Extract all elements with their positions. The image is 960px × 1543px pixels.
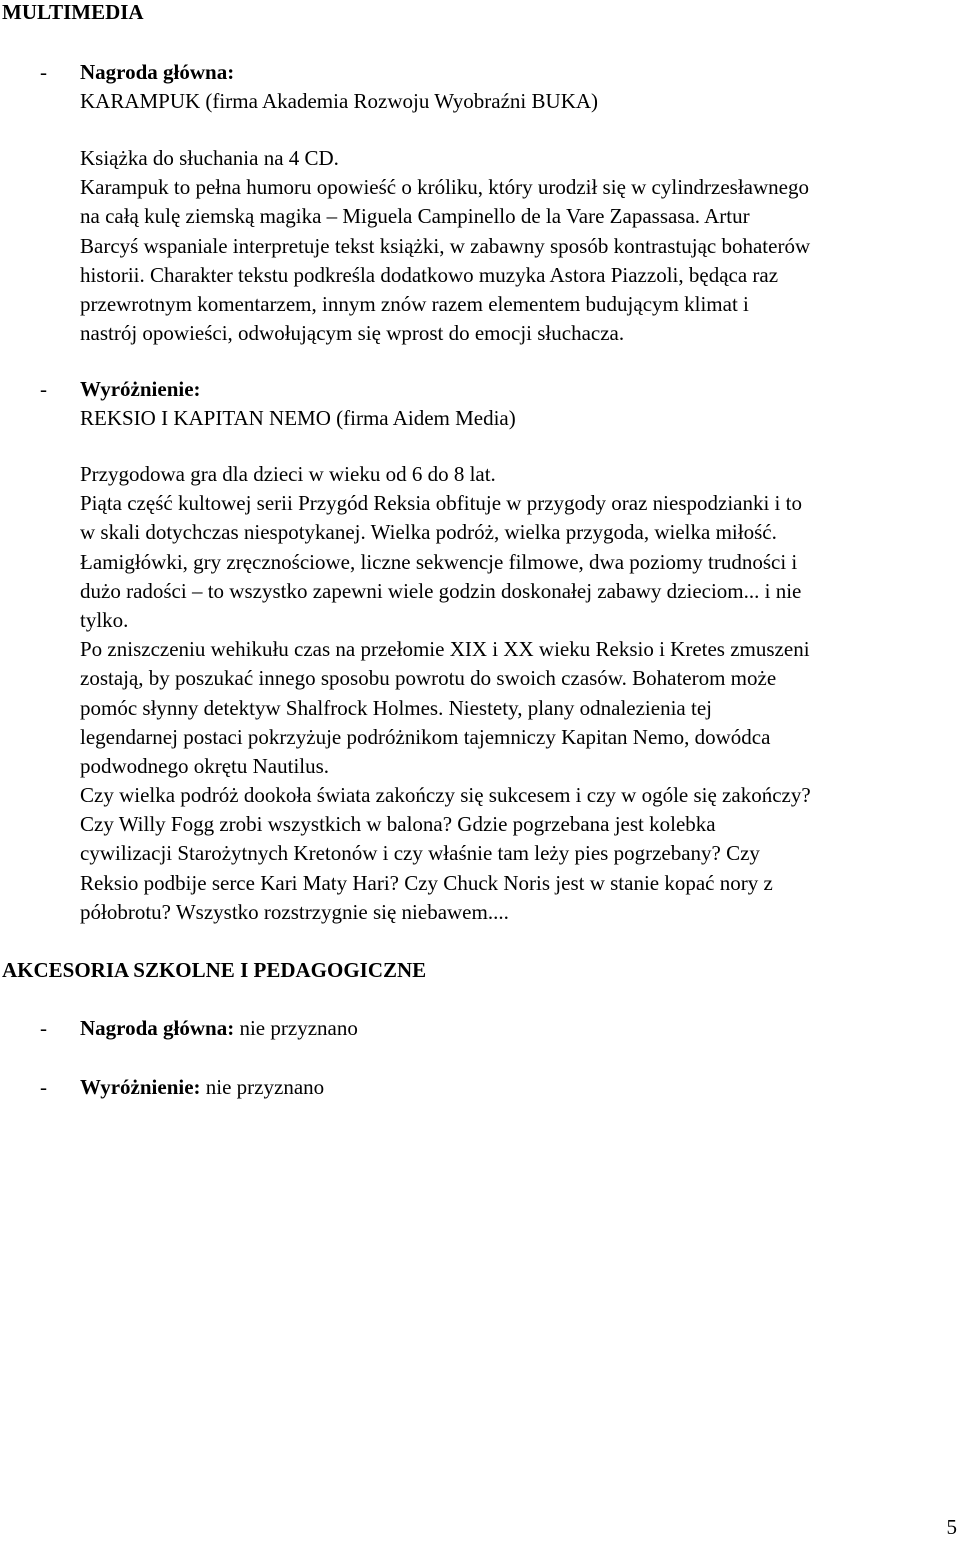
list-dash: - xyxy=(40,1016,47,1040)
text-line: nastrój opowieści, odwołującym się wprost do emocji słuchacza. xyxy=(80,321,625,346)
text-line: Piąta część kultowej serii Przygód Reksia obfituje w przygody oraz niespodzianki i to xyxy=(80,491,802,516)
entry-label: Wyróżnienie: xyxy=(80,377,201,401)
text-line: Karampuk to pełna humoru opowieść o króliku, który urodził się w cylindrzesławnego xyxy=(80,175,809,200)
entry-label: Wyróżnienie: xyxy=(80,1075,201,1099)
text-line: Reksio podbije serce Kari Maty Hari? Czy Chuck Noris jest w stanie kopać nory z xyxy=(80,870,773,895)
list-dash: - xyxy=(40,60,47,84)
section-heading-multimedia: MULTIMEDIA xyxy=(2,0,144,24)
entry-description xyxy=(80,460,960,927)
text-line: w skali dotychczas niespotykanej. Wielka podróż, wielka przygoda, wielka miłość. xyxy=(80,520,777,545)
text-line: Barcyś wspaniale interpretuje tekst książki, w zabawny sposób kontrastując bohaterów xyxy=(80,233,811,258)
entry-value: nie przyznano xyxy=(200,1075,325,1099)
entry-label-line xyxy=(80,377,201,401)
text-line: podwodnego okrętu Nautilus. xyxy=(80,753,330,778)
text-line: na całą kulę ziemską magika – Miguela Campinello de la Vare Zapassasa. Artur xyxy=(80,204,750,229)
text-line: Łamigłówki, gry zręcznościowe, liczne sekwencje filmowe, dwa poziomy trudności i xyxy=(80,549,798,574)
list-dash: - xyxy=(40,1075,47,1099)
text-line: pomóc słynny detektyw Shalfrock Holmes. Niestety, plany odnalezienia tej xyxy=(80,695,712,720)
entry-label: Nagroda główna: xyxy=(80,60,235,84)
page-number: 5 xyxy=(946,1515,957,1539)
text-line: legendarnej postaci pokrzyżuje podróżnikom tajemniczy Kapitan Nemo, dowódca xyxy=(80,724,771,749)
entry-label-line xyxy=(80,1075,324,1099)
list-dash: - xyxy=(40,377,47,401)
text-line: Czy wielka podróż dookoła świata zakończy się sukcesem i czy w ogóle się zakończy? xyxy=(80,783,811,808)
text-line: tylko. xyxy=(80,607,129,632)
entry-value: nie przyznano xyxy=(234,1016,358,1040)
entry-title: REKSIO I KAPITAN NEMO (firma Aidem Media) xyxy=(80,406,516,430)
text-line: dużo radości – to wszystko zapewni wiele godzin doskonałej zabawy dzieciom... i nie xyxy=(80,578,802,603)
text-line: historii. Charakter tekstu podkreśla dodatkowo muzyka Astora Piazzoli, będąca raz xyxy=(80,262,779,287)
text-line: zostają, by poszukać innego sposobu powrotu do swoich czasów. Bohaterom może xyxy=(80,666,777,691)
entry-label: Nagroda główna: xyxy=(80,1016,235,1040)
text-line: przewrotnym komentarzem, innym znów razem elementem budującym klimat i xyxy=(80,291,749,316)
section-heading-akcesoria: AKCESORIA SZKOLNE I PEDAGOGICZNE xyxy=(2,958,427,982)
text-line: półobrotu? Wszystko rozstrzygnie się niebawem.... xyxy=(80,899,509,924)
text-line: Po zniszczeniu wehikułu czas na przełomie XIX i XX wieku Reksio i Kretes zmuszeni xyxy=(80,637,810,662)
entry-description xyxy=(80,144,960,348)
text-line: Czy Willy Fogg zrobi wszystkich w balona? Gdzie pogrzebana jest kolebka xyxy=(80,812,716,837)
entry-label-line xyxy=(80,1016,358,1040)
entry-label-line xyxy=(80,60,234,84)
text-line: cywilizacji Starożytnych Kretonów i czy właśnie tam leży pies pogrzebany? Czy xyxy=(80,841,760,866)
text-line: Przygodowa gra dla dzieci w wieku od 6 do 8 lat. xyxy=(80,462,496,486)
text-line: Książka do słuchania na 4 CD. xyxy=(80,146,339,170)
entry-title: KARAMPUK (firma Akademia Rozwoju Wyobraźni BUKA) xyxy=(80,89,599,113)
